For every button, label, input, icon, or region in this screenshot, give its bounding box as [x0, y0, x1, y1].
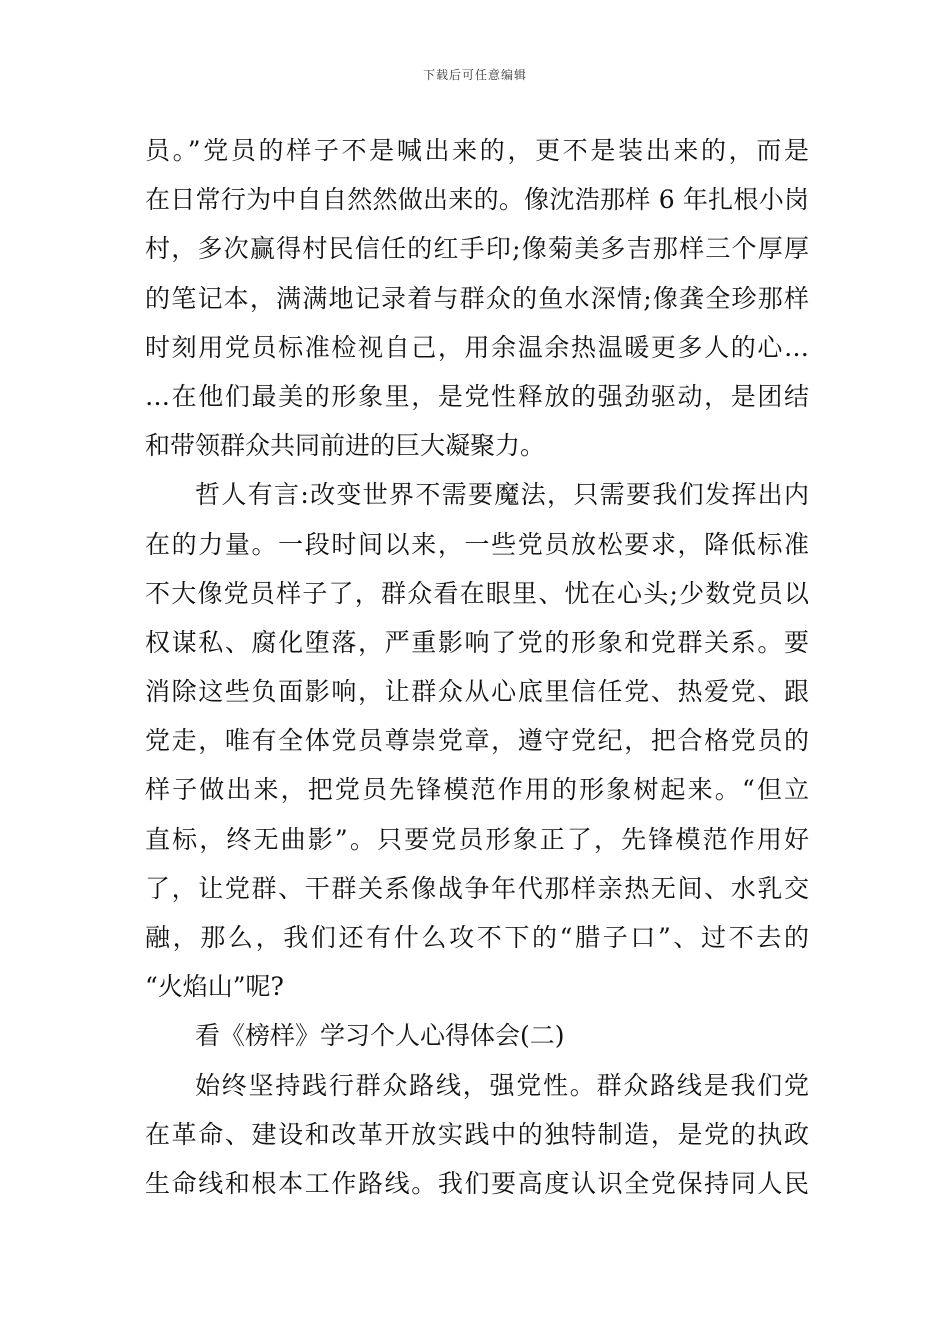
section-heading: 看《榜样》学习个人心得体会(二): [195, 1021, 565, 1051]
paragraph-line: 员。”党员的样子不是喊出来的，更不是装出来的，而是: [145, 136, 809, 165]
paragraph-line: 直标，终无曲影”。只要党员形象正了，先锋模范作用好: [145, 824, 809, 854]
paragraph-line: 权谋私、腐化堕落，严重影响了党的形象和党群关系。要: [145, 627, 809, 657]
paragraph-line: 不大像党员样子了，群众看在眼里、忧在心头;少数党员以: [145, 578, 809, 608]
paragraph-line: “火焰山”呢?: [145, 972, 284, 1002]
paragraph-line: 了，让党群、干群关系像战争年代那样亲热无间、水乳交: [145, 873, 809, 903]
paragraph-line: 消除这些负面影响，让群众从心底里信任党、热爱党、跟: [145, 677, 809, 707]
paragraph-line: 的笔记本，满满地记录着与群众的鱼水深情;像龚全珍那样: [145, 283, 809, 313]
paragraph-line: 样子做出来，把党员先锋模范作用的形象树起来。“但立: [145, 775, 809, 805]
paragraph-line: 和带领群众共同前进的巨大凝聚力。: [145, 431, 546, 461]
paragraph-line: 在日常行为中自自然然做出来的。像沈浩那样 6 年扎根小岗: [145, 185, 809, 215]
paragraph-line: 哲人有言:改变世界不需要魔法，只需要我们发挥出内: [195, 480, 809, 510]
paragraph-line: 在的力量。一段时间以来，一些党员放松要求，降低标准: [145, 529, 809, 559]
page-header: 下载后可任意编辑: [422, 68, 527, 82]
paragraph-line: 时刻用党员标准检视自己，用余温余热温暖更多人的心…: [145, 332, 809, 362]
body-text: [145, 126, 809, 1208]
paragraph-line: 生命线和根本工作路线。我们要高度认识全党保持同人民: [145, 1168, 809, 1198]
paragraph-line: 党走，唯有全体党员尊崇党章，遵守党纪，把合格党员的: [145, 726, 809, 756]
paragraph-line: 在革命、建设和改革开放实践中的独特制造，是党的执政: [145, 1119, 809, 1149]
paragraph-line: …在他们最美的形象里，是党性释放的强劲驱动，是团结: [145, 381, 809, 411]
paragraph-line: 融，那么，我们还有什么攻不下的“腊子口”、过不去的: [145, 923, 809, 952]
paragraph-line: 村，多次赢得村民信任的红手印;像菊美多吉那样三个厚厚: [145, 234, 809, 264]
paragraph-line: 始终坚持践行群众路线，强党性。群众路线是我们党: [195, 1070, 809, 1100]
